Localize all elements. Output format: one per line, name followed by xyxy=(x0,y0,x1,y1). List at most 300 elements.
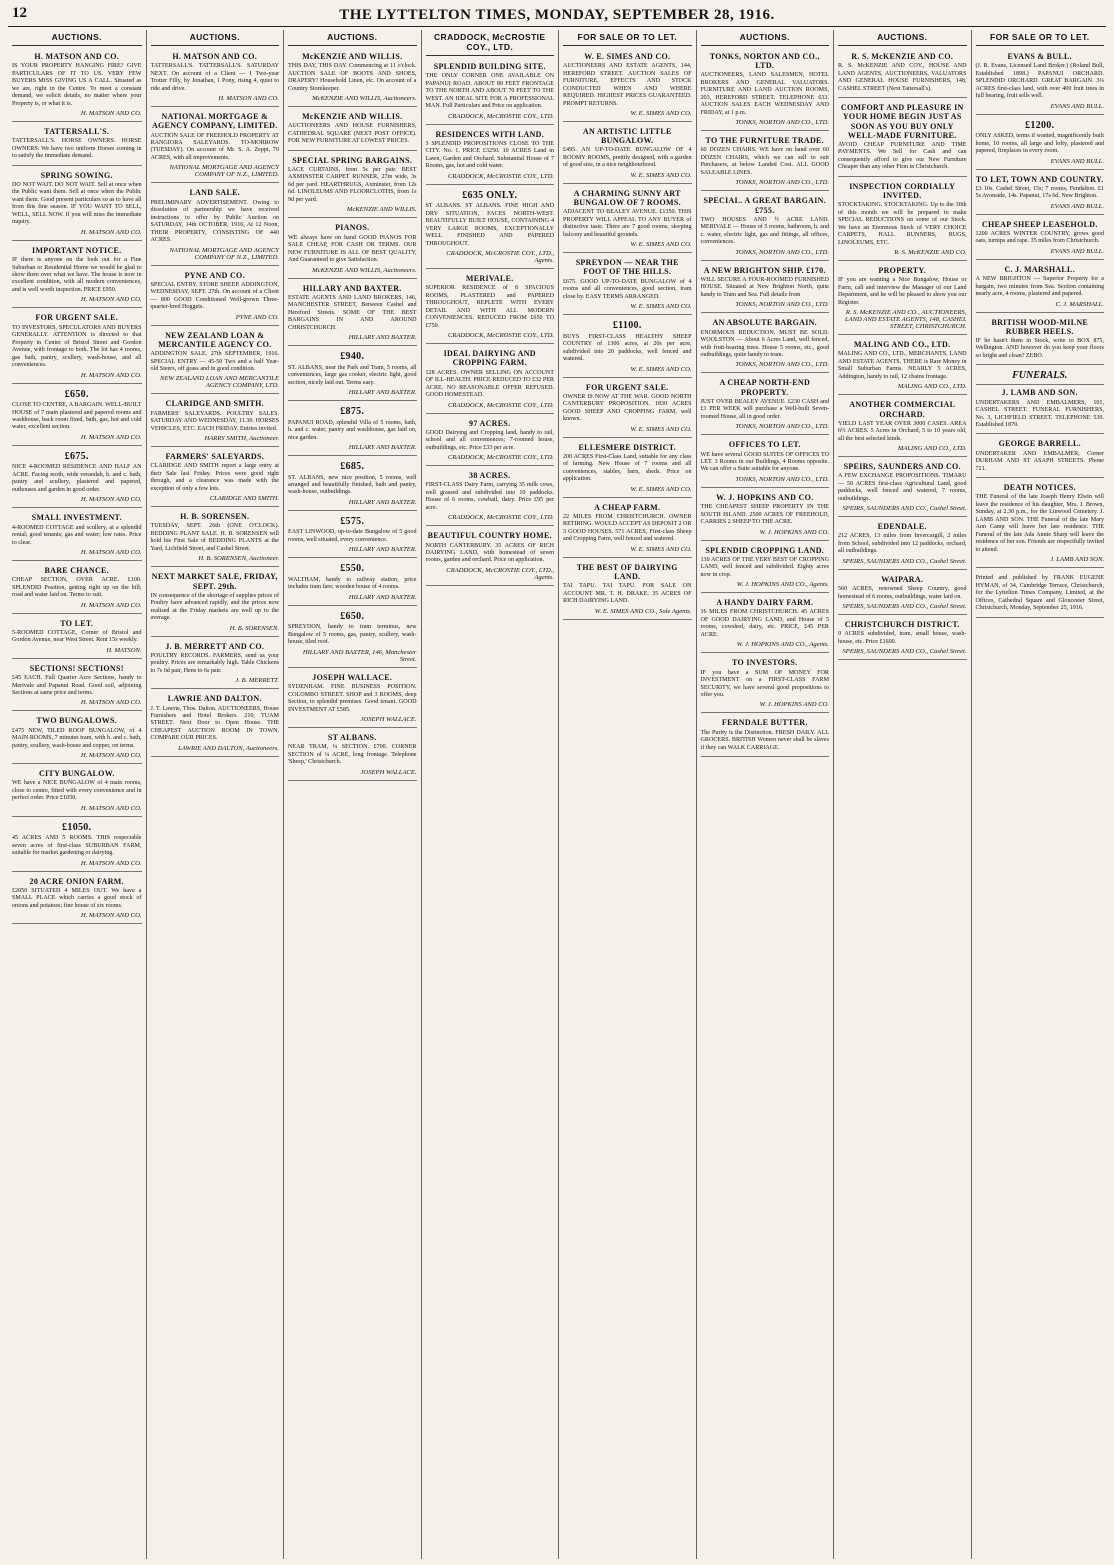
ad-signature: H. B. SORENSEN, Auctioneer. xyxy=(198,555,279,563)
ad-heading: AN ABSOLUTE BARGAIN. xyxy=(712,318,817,328)
advertisement xyxy=(701,437,830,488)
advertisement xyxy=(12,124,142,166)
ad-body-text: TATTERSALL'S. HORSE OWNERS. HORSE OWNERS. We have two uniform Horses coming in to satisfy the immediate demand. xyxy=(12,138,142,160)
ad-signature: CLARIDGE AND SMITH. xyxy=(209,495,279,503)
column-header: AUCTIONS. xyxy=(12,30,142,46)
ad-body-text: THIS DAY, THIS DAY. Commencing at 11 o'clock. AUCTION SALE OF BOOTS AND SHOES, DRAPERY! Household Linen, etc. On account of a Country Storekeeper. xyxy=(288,63,417,92)
section-heading: FUNERALS. xyxy=(976,367,1105,385)
ad-heading: J. B. MERRETT AND CO. xyxy=(165,641,265,651)
ad-signature: CRADDOCK, McCROSTIE COY., LTD., Agents. xyxy=(446,250,554,265)
advertisement xyxy=(426,187,555,269)
advertisement xyxy=(976,49,1105,115)
ad-body-text: 9 ACRES subdivided, tram, small house, wash-house, etc. Price £1600. xyxy=(838,631,967,645)
ad-body-text: ESTATE AGENTS AND LAND BROKERS, 146, MANCHESTER STREET, Between Cashel and Hereford Streets. SOME OF THE BEST BARGAINS IN AND AROUND CHRISTCHURCH. xyxy=(288,294,417,331)
ad-body-text: £495. AN UP-TO-DATE BUNGALOW OF 4 ROOMY ROOMS, prettily designed, with a garden of good size, in a nice neighbourhood. xyxy=(563,147,692,169)
ad-heading: SPECIAL SPRING BARGAINS. xyxy=(292,155,413,165)
ad-body-text: WE have a NICE BUNGALOW of 4 main rooms, close to centre, fitted with every convenience and in perfect order. Price £1050. xyxy=(12,780,142,802)
ad-signature: J. LAMB AND SON. xyxy=(1050,556,1104,564)
column-header: CRADDOCK, McCROSTIE COY., LTD. xyxy=(426,30,555,56)
advertisement xyxy=(12,819,142,872)
ad-heading: FOR URGENT SALE. xyxy=(35,313,119,323)
ad-heading: SPRING SOWING. xyxy=(40,170,113,180)
ad-signature: TONKS, NORTON AND CO., LTD. xyxy=(735,179,829,187)
ad-body-text: WE always have on hand GOOD PIANOS FOR SALE CHEAP, FOR CASH OR TERMS. OUR NEW FURNITURE IS ALL OF BEST QUALITY, And Guaranteed to give Satisfaction. xyxy=(288,234,417,264)
ad-signature: SPEIRS, SAUNDERS AND CO., Cashel Street. xyxy=(842,603,967,611)
ad-heading: W. E. SIMES AND CO. xyxy=(584,52,671,61)
advertisement xyxy=(12,310,142,383)
column-8 xyxy=(971,30,1109,1559)
advertisement xyxy=(288,608,417,668)
ad-signature: H. MATSON AND CO. xyxy=(80,859,142,867)
advertisement xyxy=(701,490,830,541)
ad-body-text: SPECIAL ENTRY. STORE SHEEP. ADDINGTON, WEDNESDAY, SEPT. 27th. On account of a Client — 800 GOOD Conditioned Well-grown Three-quarter-bred Hoggets. xyxy=(150,281,279,311)
ad-signature: McKENZIE AND WILLIS, Auctioneers. xyxy=(312,95,417,103)
ad-signature: SPEIRS, SAUNDERS AND CO., Cashel Street. xyxy=(842,505,967,513)
ad-signature: W. J. HOPKINS AND CO. xyxy=(759,701,829,709)
ad-body-text: R. S. McKENZIE AND COY., HOUSE AND LAND AGENTS, AUCTIONEERS, VALUATORS AND GENERAL HOUSE FURNISHERS, 148, CASHEL STREET (Next Tattersall's). xyxy=(838,63,967,92)
ad-body-text: TATTERSALL'S. TATTERSALL'S. SATURDAY NEXT. On account of a Client — 1 Two-year Trotter Filly, by Jonathan, 1 Pony, rising 4, quiet to ride and drive. xyxy=(150,63,279,92)
ad-heading: CLARIDGE AND SMITH. xyxy=(165,399,264,409)
ad-body-text: POULTRY RECORDS. FARMERS, send us your poultry. Prices are remarkably high. Table Chickens to 7s 6d pair, Hens to 6s pair. xyxy=(150,652,279,674)
ad-body-text: 16 MILES FROM CHRISTCHURCH. 45 ACRES OF GOOD DAIRYING LAND, and House of 5 rooms, cowshed, dairy, etc. PRICE, £45 PER ACRE. xyxy=(700,609,829,638)
advertisement xyxy=(151,49,280,107)
ad-body-text: STOCKTAKING. STOCKTAKING. Up to the 30th of this month we will be prepared to make SPECIAL REDUCTIONS on some of our Stock. We have an Enormous Stock of VERY CHOICE CARPETS, HALL RUNNERS, RUGS, LINOLEUMS, ETC. xyxy=(838,202,967,246)
ad-heading: MERIVALE. xyxy=(465,274,514,284)
ad-heading: EDENDALE. xyxy=(877,522,927,532)
ad-body-text: THE Funeral of the late Joseph Henry Elwin will leave the residence of his daughter, Mrs. J. Brown, Sunday, at 2.30 p.m., for the Linwood Cemetery. J. LAMB AND SON. THE Funeral of the late Mary Ann Camp will leave her late residence. THE Funeral of the late Ada Annie Sharp will leave the residence of her son. Friends are respectfully invited to attend. xyxy=(975,494,1104,553)
advertisement xyxy=(701,49,830,131)
ad-signature: EVANS AND BULL. xyxy=(1050,202,1104,210)
advertisement xyxy=(701,193,830,260)
ad-body-text: MALING AND CO., LTD., MERCHANTS, LAND AND ESTATE AGENTS. THERE is Rare Money in Small Suburban Farms. NEARLY 5 ACRES, Addington, handy to rail, 12 chains frontage. xyxy=(838,351,967,380)
ad-heading: LAND SALE. xyxy=(189,188,241,198)
ad-heading: H. MATSON AND CO. xyxy=(172,52,258,61)
ad-signature: CRADDOCK, McCROSTIE COY., LTD. xyxy=(447,332,554,340)
ad-heading: £685. xyxy=(340,461,365,473)
ad-signature: HILLARY AND BAXTER. xyxy=(348,593,417,601)
ad-signature: MALING AND CO., LTD. xyxy=(897,445,967,453)
ad-body-text: ST. ALBANS, new nice position, 5 rooms, well arranged and beautifully finished, bath and pantry, wash-house, outbuildings. xyxy=(288,474,417,496)
ad-signature: H. MATSON AND CO. xyxy=(80,804,142,812)
ad-heading: McKENZIE AND WILLIS. xyxy=(302,52,403,61)
advertisement xyxy=(426,127,555,185)
ad-heading: A CHEAP FARM. xyxy=(594,502,661,512)
ad-heading: TO LET, TOWN AND COUNTRY. xyxy=(975,174,1104,184)
ad-signature: CRADDOCK, McCROSTIE COY., LTD. xyxy=(447,112,554,120)
ad-heading: £650. xyxy=(64,388,89,400)
ad-signature: W. J. HOPKINS AND CO. xyxy=(759,528,829,536)
ad-heading: 97 ACRES. xyxy=(469,418,511,428)
ad-heading: NEW ZEALAND LOAN & MERCANTILE AGENCY CO. xyxy=(158,330,272,349)
advertisement xyxy=(288,560,417,605)
column-header: FOR SALE OR TO LET. xyxy=(563,30,692,46)
ad-signature: H. B. SORENSEN. xyxy=(229,624,279,632)
advertisement xyxy=(838,337,967,395)
ad-heading: FARMERS' SALEYARDS. xyxy=(165,452,265,462)
ad-body-text: IF he hasn't them in Stock, write to BOX 875, Wellington. AND however do you keep your floors so bright and clean? ZEBO. xyxy=(975,337,1104,359)
ad-heading: IDEAL DAIRYING AND CROPPING FARM. xyxy=(443,349,536,368)
ad-heading: HILLARY AND BAXTER. xyxy=(302,283,402,293)
advertisement xyxy=(563,500,692,558)
column-header: AUCTIONS. xyxy=(288,30,417,46)
ad-body-text: PRELIMINARY ADVERTISEMENT. Owing to dissolution of partnership we have received instructions to offer by Public Auction on SATURDAY, 14th OCTOBER, 1916, At 12 Noon, THEIR PROPERTY, CONSISTING OF 440 ACRES. xyxy=(150,199,279,244)
ad-body-text: IS YOUR PROPERTY HANGING FIRE? GIVE PARTICULARS OF IT TO US. VERY FEW BUYERS MISS GIVING US A CALL. Situated as we are, right in the Centre. To meet a constant demand, we solicit details, no matter where your Property is, or what it is. xyxy=(12,63,142,107)
advertisement xyxy=(12,49,142,122)
ad-heading: AN ARTISTIC LITTLE BUNGALOW. xyxy=(582,127,672,146)
ad-signature: HILLARY AND BAXTER. xyxy=(348,546,417,554)
ad-body-text: CLOSE TO CENTRE, A BARGAIN. WELL-BUILT HOUSE of 7 main plastered and papered rooms and washhouse, back room fixed, bath, gas, hot and cold water, excellent section. xyxy=(12,402,142,431)
ad-heading: THE BEST OF DAIRYING LAND. xyxy=(576,562,678,582)
ad-heading: £550. xyxy=(340,563,365,575)
ad-heading: SPECIAL. A GREAT BARGAIN. £755. xyxy=(703,196,827,215)
advertisement xyxy=(12,563,142,614)
ad-signature: H. MATSON AND CO. xyxy=(80,228,142,236)
ad-signature: H. MATSON AND CO. xyxy=(80,110,142,118)
advertisement xyxy=(976,217,1105,260)
advertisement xyxy=(838,519,967,570)
ad-signature: CRADDOCK, McCROSTIE COY., LTD. xyxy=(447,514,554,522)
advertisement xyxy=(976,117,1105,170)
ad-signature: HILLARY AND BAXTER. xyxy=(348,389,417,397)
ad-body-text: ST. ALBANS, near the Park and Tram, 5 rooms, all conveniences, large gas cooker, electric light, good section, nicely laid out. Terms easy. xyxy=(288,364,417,386)
ad-body-text: 128 ACRES. OWNER SELLING ON ACCOUNT OF ILL-HEALTH. PRICE REDUCED TO £32 PER ACRE. NO REASONABLE OFFER REFUSED. GOOD HOMESTEAD. xyxy=(425,369,554,399)
ad-heading: SPLENDID CROPPING LAND. xyxy=(705,545,825,555)
advertisement xyxy=(426,59,555,125)
advertisement xyxy=(701,543,830,594)
ad-signature: TONKS, NORTON AND CO., LTD. xyxy=(735,248,829,256)
advertisement xyxy=(288,281,417,347)
advertisement xyxy=(426,416,555,467)
ad-heading: NEXT MARKET SALE, FRIDAY, SEPT. 29th. xyxy=(151,572,278,591)
ad-signature: McKENZIE AND WILLIS, Auctioneers. xyxy=(312,266,417,274)
ad-signature: R. S. McKENZIE AND CO., AUCTIONEERS, LAND AND ESTATE AGENTS, 148, CASHEL STREET, CHRISTCHURCH. xyxy=(844,309,967,331)
ad-heading: RESIDENCES WITH LAND. xyxy=(435,129,545,139)
ad-body-text: (J. R. Evans, Licensed Land Broker.) (Roland Bull, Established 1898.) PAPANUI ORCHARD. SPLENDID ORCHARD. GREAT BARGAIN. 3¼ ACRES first-class land, with over 400 fruit trees in full bearing, fruit sells well. xyxy=(975,63,1104,100)
advertisement xyxy=(976,570,1105,617)
masthead xyxy=(8,4,1106,27)
ad-body-text: PAPANUI ROAD, splendid Villa of 5 rooms, bath, h. and c. water, pantry and washhouse, gas laid on, nice garden. xyxy=(288,419,417,441)
ad-body-text: FARMERS' SALEYARDS. POULTRY SALES. SATURDAY AND WEDNESDAY, 11.30. HORSES VEHICLES, ETC. EACH FRIDAY. Entries invited. xyxy=(150,410,279,432)
advertisement xyxy=(838,263,967,335)
ad-body-text: DO NOT WAIT. DO NOT WAIT. Sell at once when the Public want them. Sell at once when the Public want them. Good present particulars so as to have all from this fine season. IF YOU WANT TO SELL, WELL, SELL NOW. If you will miss the immediate inquiry. xyxy=(12,181,142,226)
advertisement xyxy=(12,616,142,659)
ad-body-text: £45 EACH. Full Quarter Acre Sections, handy to Merivale and Papanui Road. Good soil, adjoining Sections at same price and terms. xyxy=(12,675,142,696)
advertisement xyxy=(563,49,692,122)
ad-signature: H. MATSON AND CO. xyxy=(80,752,142,760)
ad-signature: H. MATSON AND CO. xyxy=(218,95,279,103)
ad-body-text: AUCTIONEERS, LAND SALESMEN, HOTEL BROKERS AND GENERAL VALUATORS. FURNITURE AND LAND AUCTION ROOMS, 203, HEREFORD STREET. TELEPHONE 633. AUCTION SALES EACH WEDNESDAY AND FRIDAY, at 1 p.m. xyxy=(700,72,829,116)
column-4 xyxy=(421,30,559,1559)
advertisement xyxy=(151,109,280,183)
ad-signature: NATIONAL MORTGAGE AND AGENCY COMPANY OF N.Z., LIMITED. xyxy=(169,164,279,179)
advertisement xyxy=(288,220,417,278)
column-header: AUCTIONS. xyxy=(838,30,967,46)
advertisement xyxy=(563,560,692,620)
ad-heading: SPEIRS, SAUNDERS AND CO. xyxy=(843,462,961,472)
ad-heading: £1050. xyxy=(62,821,92,833)
column-6 xyxy=(696,30,834,1559)
ad-heading: CITY BUNGALOW. xyxy=(38,769,115,779)
ad-signature: W. E. SIMES AND CO. xyxy=(630,110,692,118)
column-header: FOR SALE OR TO LET. xyxy=(976,30,1105,46)
ad-heading: McKENZIE AND WILLIS. xyxy=(302,112,403,122)
advertisement xyxy=(151,396,280,447)
advertisement xyxy=(288,49,417,107)
ad-body-text: BUYS FIRST-CLASS HEALTHY SHEEP COUNTRY of 1300 acres, at 20s per acre, subdivided into 20 paddocks, well fenced and watered. xyxy=(563,333,692,363)
ad-heading: FERNDALE BUTTER. xyxy=(721,718,808,728)
advertisement xyxy=(976,172,1105,215)
ad-body-text: ADJACENT TO BEALEY AVENUE. £1350. THIS PROPERTY WILL APPEAL TO ANY BUYER of distinctive taste. There are 7 good rooms, sleeping balcony and beautiful grounds. xyxy=(563,209,692,238)
ad-body-text: AUCTION SALE OF FREEHOLD PROPERTY AT RANGIORA SALEYARDS. TO-MORROW (TUESDAY). On account of Mr. S. A. Zeppi, 70 ACRES, with all improvements. xyxy=(150,132,279,161)
ad-body-text: AUCTIONEERS AND HOUSE FURNISHERS, CATHEDRAL SQUARE (NEXT POST OFFICE). FOR NEW FURNITURE AT LOWEST PRICES. xyxy=(288,123,417,145)
advertisement xyxy=(12,713,142,764)
ad-signature: McKENZIE AND WILLIS. xyxy=(346,206,417,214)
ad-signature: R. S. McKENZIE AND CO. xyxy=(894,249,967,257)
ad-body-text: IF there is anyone on the look out for a Fine Suburban or Residential Home we would be glad to show them over what we have. The house is now in excellent condition, with all modern conveniences, and is well worth inspection. PRICE £950. xyxy=(12,257,142,293)
ad-signature: W. E. SIMES AND CO. xyxy=(630,545,692,553)
ad-heading: £675. xyxy=(64,450,89,462)
ad-body-text: EAST LINWOOD, up-to-date Bungalow of 5 good rooms, well situated, every convenience. xyxy=(288,529,417,543)
ad-heading: SPLENDID BUILDING SITE. xyxy=(433,62,546,71)
advertisement xyxy=(288,153,417,219)
ad-signature: CRADDOCK, McCROSTIE COY., LTD., Agents. xyxy=(446,566,554,581)
advertisement xyxy=(151,449,280,507)
ad-signature: H. MATSON AND CO. xyxy=(80,371,142,379)
advertisement xyxy=(151,268,280,326)
advertisement xyxy=(288,109,417,151)
ad-body-text: ONLY ASKED, terms if wanted, magnificently built home, 10 rooms, all large and lofty, plastered and papered, fireplaces in every room. xyxy=(975,133,1104,155)
ad-body-text: WALTHAM, handy to railway station, price includes tram fare; wooden house of 4 rooms. xyxy=(288,576,417,591)
ad-heading: £650. xyxy=(340,610,365,622)
ad-heading: 38 ACRES. xyxy=(469,471,511,481)
ad-signature: W. J. HOPKINS AND CO., Agents. xyxy=(736,641,829,649)
ad-signature: HILLARY AND BAXTER, 146, Manchester Street. xyxy=(302,648,417,663)
ad-heading: FOR URGENT SALE. xyxy=(585,382,669,392)
advertisement xyxy=(151,691,280,757)
advertisement xyxy=(151,509,280,567)
advertisement xyxy=(12,448,142,508)
ad-body-text: £3 10s. Cashel Street, 15s; 7 rooms, Fendalton. £1 5s Avonside, 14s. Papanui, 17s 6d. New Brighton. xyxy=(975,185,1104,200)
ad-body-text: SPREYDON, handy to tram terminus, new Bungalow of 5 rooms, gas, pantry, scullery, wash-house, tiled roof. xyxy=(288,624,417,646)
ad-heading: H. B. SORENSEN. xyxy=(180,512,250,522)
advertisement xyxy=(12,510,142,561)
ad-body-text: WILL SECURE A FOUR-ROOMED FURNISHED HOUSE. Situated at New Brighton North, quite handy to Tram and Sea. Full details from xyxy=(700,276,829,298)
advertisement xyxy=(563,124,692,184)
ad-body-text: THE CHEAPEST SHEEP PROPERTY IN THE SOUTH ISLAND. 2500 ACRES OF FREEHOLD, CARRIES 2 SHEEP TO THE ACRE. xyxy=(700,504,829,526)
ad-body-text: UNDERTAKER AND EMBALMER, Corner DURHAM AND ST ASAPH STREETS. Phone 721. xyxy=(975,450,1104,472)
ad-signature: EVANS AND BULL. xyxy=(1050,102,1104,110)
ad-body-text: The Purity is the Distinction. FRESH DAILY. ALL GROCERS. BRITISH Women never shall be slaves if they can WALK CARRIAGE. xyxy=(700,729,829,751)
column-7 xyxy=(833,30,971,1559)
ad-heading: A NEW BRIGHTON SHIP. £170. xyxy=(703,265,826,275)
ad-body-text: ST ALBANS. ST ALBANS. FINE HIGH AND DRY SITUATION, FACES NORTH-WEST. BEAUTIFULLY BUILT HOUSE, CONTAINING 4 VERY LARGE ROOMS, EXCEPTIONALLY WELL FINISHED AND PAPERED THROUGHOUT. xyxy=(425,203,554,247)
advertisement xyxy=(701,595,830,653)
ad-body-text: GOOD Dairying and Cropping land, handy to rail, school and all conveniences; 7-roomed house, outbuildings, etc. Price £33 per acre. xyxy=(425,429,554,451)
advertisement xyxy=(563,440,692,498)
ad-signature: JOSEPH WALLACE. xyxy=(360,768,417,776)
ad-body-text: IN consequence of the shortage of supplies prices of Poultry have advanced rapidly, and the prices now realised at the Friday markets are well up to the average. xyxy=(150,592,279,622)
ad-signature: CRADDOCK, McCROSTIE COY., LTD. xyxy=(447,401,554,409)
ad-heading: R. S. McKENZIE AND CO. xyxy=(851,52,954,61)
ad-body-text: WE have several GOOD SUITES OF OFFICES TO LET. 3 Rooms in our Buildings, 4 Rooms opposite. We can offer a Suite suitable for anyone. xyxy=(700,451,829,473)
ad-heading: PROPERTY. xyxy=(878,266,927,276)
ad-body-text: JUST OVER BEALEY AVENUE. £230 CASH and £1 PER WEEK will purchase a Well-built Seven-roomed House, all in good order. xyxy=(700,398,829,420)
ad-signature: W. J. HOPKINS AND CO., Agents. xyxy=(736,581,829,589)
ad-body-text: 200 ACRES First-Class Land, suitable for any class of farming. New House of 7 rooms and all conveniences, stables, barn, sheds. Price on application. xyxy=(563,453,692,483)
ad-heading: £575. xyxy=(340,515,365,527)
page-number: 12 xyxy=(12,5,27,21)
ad-signature: W. E. SIMES AND CO., Sole Agents. xyxy=(594,607,692,615)
ad-heading: MALING AND CO., LTD. xyxy=(854,340,951,350)
ad-body-text: SYDENHAM. FINE BUSINESS POSITION. COLOMBO STREET. SHOP and 3 ROOMS, deep Section, to splendid premises. Good tenant. GOOD INVESTMENT AT £585. xyxy=(288,684,417,713)
ad-heading: SMALL INVESTMENT. xyxy=(31,513,122,523)
advertisement xyxy=(12,243,142,309)
ad-signature: NATIONAL MORTGAGE AND AGENCY COMPANY OF N.Z., LIMITED. xyxy=(169,246,279,261)
column-2 xyxy=(146,30,284,1559)
ad-signature: EVANS AND BULL. xyxy=(1050,157,1104,165)
ad-body-text: £675. GOOD UP-TO-DATE BUNGALOW of 4 rooms and all conveniences, good section, tram close by. EASY TERMS ARRANGED. xyxy=(563,278,692,300)
ad-heading: TWO BUNGALOWS. xyxy=(36,716,118,726)
ad-heading: COMFORT AND PLEASURE IN YOUR HOME BEGIN JUST AS SOON AS YOU BUY ONLY WELL-MADE FURNITURE. xyxy=(840,103,964,140)
column-3 xyxy=(283,30,421,1559)
ad-signature: HILLARY AND BAXTER. xyxy=(348,498,417,506)
ad-body-text: CLARIDGE AND SMITH report a large entry at their Sale last Friday. Prices were good right through, and a clearance was made with the exception of only a few lots. xyxy=(150,463,279,492)
ad-heading: PIANOS. xyxy=(335,223,370,233)
advertisement xyxy=(838,100,967,177)
ad-body-text: IF you have a SUM OF MONEY FOR INVESTMENT on a FIRST-CLASS FARM SECURITY, we have several good propositions to offer you. xyxy=(700,669,829,698)
ad-heading: EVANS & BULL. xyxy=(1007,52,1072,61)
ad-body-text: 45 ACRES AND 5 ROOMS. THIS respectable seven acres of first-class SUBURBAN FARM, suitable for market gardening or dairying. xyxy=(12,835,142,857)
ad-body-text: OWNER IS NOW AT THE WAR. GOOD NORTH CANTERBURY PROPOSITION. 1830 ACRES GOOD SHEEP AND CROPPING FARM, well known. xyxy=(563,393,692,423)
ad-heading: £940. xyxy=(340,351,365,363)
ad-body-text: IF you are wanting a Nice Bungalow, House or Farm, call and interview the Manager of our Land Department, and he will be pleased to show you our Register. xyxy=(838,277,967,306)
ad-body-text: 4-ROOMED COTTAGE and scullery, at a splendid rental; good tenants; gas and water; low rates. Price to clear. xyxy=(12,524,142,546)
ad-signature: J. B. MERRETT. xyxy=(235,677,279,685)
ad-heading: ANOTHER COMMERCIAL ORCHARD. xyxy=(849,400,956,419)
ad-heading: J. LAMB AND SON. xyxy=(1001,388,1078,398)
advertisement xyxy=(426,528,555,586)
ad-body-text: CHEAP SECTION, OVER ACRE. £100. SPLENDID Position, getting right up on the hill; road and water laid on. Terms to suit. xyxy=(12,577,142,599)
advertisement xyxy=(701,263,830,314)
ad-signature: HILLARY AND BAXTER. xyxy=(348,444,417,452)
ad-body-text: A NEW BRIGHTON — Superior Property for a bargain, two minutes from Sea. Section containing nearly acre, 4 rooms, plastered and papered. xyxy=(975,276,1104,298)
ad-signature: H. MATSON AND CO. xyxy=(80,496,142,504)
column-header: AUCTIONS. xyxy=(151,30,280,46)
ad-body-text: UNDERTAKERS AND EMBALMERS, 101, CASHEL STREET. FUNERAL FURNISHERS, No. 3, LICHFIELD STREET. TELEPHONE 539. Established 1870. xyxy=(975,399,1104,428)
ad-body-text: £2050 SITUATED 4 MILES OUT. We have a SMALL PLACE which carries a good stock of onions and potatoes; fine house of six rooms. xyxy=(12,887,142,909)
ad-heading: PYNE AND CO. xyxy=(184,270,245,280)
ad-heading: C. J. MARSHALL. xyxy=(1004,264,1075,274)
ad-signature: HILLARY AND BAXTER. xyxy=(348,334,417,342)
ad-signature: C. J. MARSHALL. xyxy=(1055,300,1104,308)
ad-heading: OFFICES TO LET. xyxy=(728,440,801,450)
ad-signature: W. E. SIMES AND CO. xyxy=(630,485,692,493)
ad-body-text: Printed and published by FRANK EUGENE HYMAN, of 34, Cambridge Terrace, Christchurch, for the Lyttelton Times Company, Limited, at the Offices, Cathedral Square and Gloucester Street, Christchurch, Monday, September 25, 1916. xyxy=(975,575,1104,612)
ad-signature: EVANS AND BULL. xyxy=(1050,247,1104,255)
advertisement xyxy=(563,317,692,377)
ad-signature: H. MATSON. xyxy=(106,646,142,654)
ad-heading: TATTERSALL'S. xyxy=(44,127,110,137)
ad-body-text: £475 NEW, TILED ROOF BUNGALOW, of 4 MAIN ROOMS, 7 minutes tram, with h. and c. bath, pantry, scullery, wash-house and copper, on terms. xyxy=(12,727,142,749)
advertisement xyxy=(426,468,555,526)
newspaper-title: THE LYTTELTON TIMES, MONDAY, SEPTEMBER 28, 1916. xyxy=(339,6,775,23)
advertisement xyxy=(12,661,142,712)
ad-heading: DEATH NOTICES. xyxy=(1003,483,1076,493)
ad-signature: W. E. SIMES AND CO. xyxy=(630,365,692,373)
ad-body-text: 1200 ACRES WINTER COUNTRY, grows good oats, turnips and rape. 35 miles from Christchurch. xyxy=(975,230,1104,245)
advertisement xyxy=(701,133,830,191)
ad-heading: H. MATSON AND CO. xyxy=(34,52,120,61)
advertisement xyxy=(976,436,1105,478)
ad-heading: NATIONAL MORTGAGE & AGENCY COMPANY, LIMITED. xyxy=(151,112,278,131)
ad-signature: SPEIRS, SAUNDERS AND CO., Cashel Street. xyxy=(842,648,967,656)
ad-heading: WAIPARA. xyxy=(881,574,924,584)
ad-body-text: TWO HOUSES AND ½ ACRE LAND. MERIVALE — House of 5 rooms, bathroom, h. and c. water, electric light, gas and fittings, all offices, conveniences. xyxy=(700,216,829,246)
ad-signature: W. E. SIMES AND CO. xyxy=(630,241,692,249)
ad-heading: BARE CHANCE. xyxy=(44,566,109,576)
advertisement xyxy=(976,385,1105,434)
ad-heading: GEORGE BARRELL. xyxy=(998,439,1081,449)
ad-signature: LAWRIE AND DALTON, Auctioneers. xyxy=(178,744,279,752)
ad-body-text: 212 ACRES, 13 miles from Invercargill, 2 miles from School, subdivided into 12 paddocks, orchard, all outbuildings. xyxy=(838,533,967,555)
ad-signature: W. E. SIMES AND CO. xyxy=(630,425,692,433)
advertisement xyxy=(151,569,280,636)
ad-body-text: TAI TAPU. TAI TAPU. FOR SALE ON ACCOUNT MR. T. H. DRAKE. 35 ACRES OF RICH DAIRYING LAND. xyxy=(563,583,692,605)
column-5 xyxy=(558,30,696,1559)
ad-body-text: ADDINGTON SALE. 27th SEPTEMBER, 1916. SPECIAL ENTRY — 45-50 Two and a half Year-old Steers, off grass and in good condition. xyxy=(150,351,279,372)
ad-heading: TO LET. xyxy=(60,618,94,628)
ad-body-text: THE ONLY CORNER ONE AVAILABLE ON PAPANUI ROAD. ABOUT 80 FEET FRONTAGE TO THE NORTH AND ABOUT 70 FEET TO THE WEST. AN IDEAL SITE FOR A PROFESSIONAL MAN. Full Particulars and Price on application. xyxy=(425,73,554,110)
ad-signature: H. MATSON AND CO. xyxy=(80,912,142,920)
advertisement xyxy=(12,766,142,817)
ad-body-text: NORTH CANTERBURY. 35 ACRES OF RICH DAIRYING LAND, with homestead of seven rooms, garden and orchard. Price on application. xyxy=(425,542,554,564)
ad-signature: W. E. SIMES AND CO. xyxy=(630,303,692,311)
ad-signature: TONKS, NORTON AND CO., LTD. xyxy=(735,475,829,483)
ad-signature: TONKS, NORTON AND CO., LTD. xyxy=(735,361,829,369)
advertisement xyxy=(12,874,142,925)
advertisement xyxy=(701,655,830,713)
ad-columns xyxy=(8,30,1108,1559)
ad-body-text: NICE 4-ROOMED RESIDENCE AND HALF AN ACRE. Facing north, wide verandah, h. and c. bath, pantry and scullery, plastered and papered, outhouses and garden in good order. xyxy=(12,464,142,493)
advertisement xyxy=(976,480,1105,568)
ad-heading: TO INVESTORS. xyxy=(732,658,798,668)
ad-signature: H. MATSON AND CO. xyxy=(80,433,142,441)
ad-body-text: 560 ACRES, renowned Sheep Country, good homestead of 6 rooms, outbuildings, water laid on. xyxy=(838,586,967,600)
advertisement xyxy=(976,315,1105,366)
advertisement xyxy=(288,348,417,401)
ad-signature: HARRY SMITH, Auctioneer. xyxy=(204,435,279,443)
ad-body-text: AUCTIONEERS AND ESTATE AGENTS, 144, HEREFORD STREET. AUCTION SALES OF FURNITURE, EFFECTS AND STOCK CONDUCTED WHEN AND WHERE REQUIRED. HIGHEST PRICES GUARANTEED. PROMPT RETURNS. xyxy=(563,63,692,107)
ad-heading: SECTIONS! SECTIONS! xyxy=(29,663,124,673)
ad-heading: CHEAP SHEEP LEASEHOLD. xyxy=(981,219,1098,229)
advertisement xyxy=(838,179,967,261)
column-1 xyxy=(8,30,146,1559)
advertisement xyxy=(288,730,417,781)
ad-heading: INSPECTION CORDIALLY INVITED. xyxy=(849,181,956,200)
ad-signature: W. E. SIMES AND CO. xyxy=(630,171,692,179)
ad-body-text: AVOID CHEAP FURNITURE AND TIME PAYMENTS. We Sell for Cash and can consequently afford to give our New Furniture Cheaper than any other Firm in Christchurch. xyxy=(838,141,967,171)
ad-heading: £635 ONLY. xyxy=(462,189,518,201)
ad-body-text: LACE CURTAINS, from 5s per pair. BEST AXMINSTER CARPET RUNNER, 27in wide, 3s 6d per yard. HEARTHRUGS, Axminster, from 12s 6d. LINOLEUMS AND FLOORCLOTHS, from 1s 9d per yard. xyxy=(288,166,417,203)
ad-body-text: TUESDAY, SEPT. 26th (ONE O'CLOCK). BEDDING PLANT SALE. H. B. SORENSEN will hold his First Sale of BEDDING PLANTS at the Yard, Lichfield Street, and Cashel Street. xyxy=(150,523,279,552)
ad-heading: BEAUTIFUL COUNTRY HOME. xyxy=(427,531,552,541)
ad-body-text: J. T. Lawrie, Thos. Dalton. AUCTIONEERS, House Furnishers and Hotel Brokers. 210, TUAM STREET. Next Door to Open House. THE CHEAPEST AUCTION ROOM IN TOWN. COMPARE OUR PRICES. xyxy=(150,705,279,742)
ad-heading: 20 ACRE ONION FARM. xyxy=(29,876,124,886)
advertisement xyxy=(151,185,280,265)
ad-signature: TONKS, NORTON AND CO., LTD. xyxy=(735,119,829,127)
ad-body-text: 3 SPLENDID PROPOSITIONS CLOSE TO THE CITY. No. 1. PRICE £3250. 10 ACRES Land in Lawn, Garden and Orchard. Substantial House of 7 Rooms, gas, hot and cold water. xyxy=(425,140,554,170)
ad-signature: MALING AND CO., LTD. xyxy=(897,383,967,391)
